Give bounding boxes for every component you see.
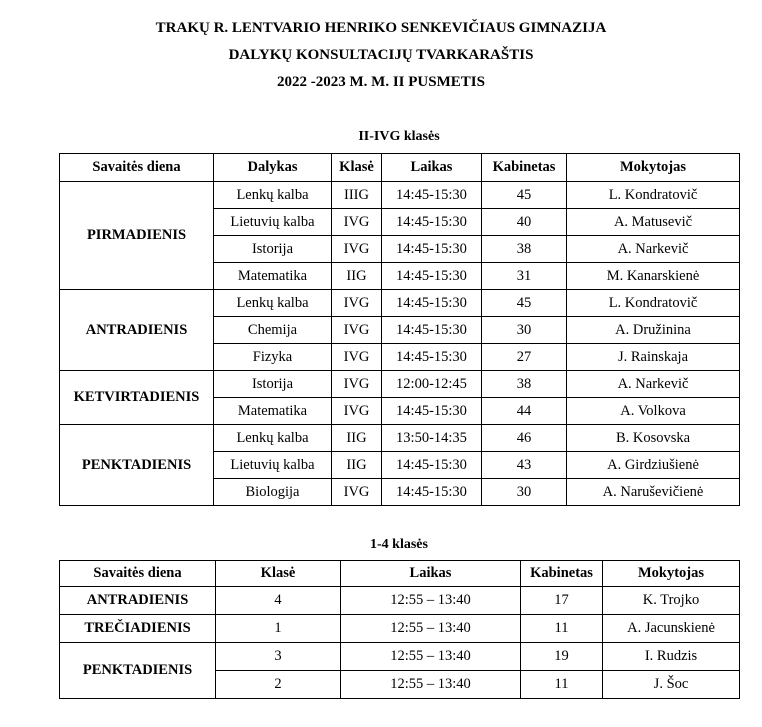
class-cell: IVG xyxy=(332,209,382,236)
time-cell: 14:45-15:30 xyxy=(382,317,482,344)
teacher-cell: A. Matusevič xyxy=(567,209,740,236)
class-cell: 1 xyxy=(216,615,341,643)
teacher-cell: A. Narkevič xyxy=(567,236,740,263)
schedule-table-primary xyxy=(59,560,740,699)
teacher-cell: L. Kondratovič xyxy=(567,182,740,209)
class-cell: 4 xyxy=(216,587,341,615)
room-cell: 45 xyxy=(482,290,567,317)
subject-cell: Istorija xyxy=(214,371,332,398)
subject-cell: Fizyka xyxy=(214,344,332,371)
room-cell: 27 xyxy=(482,344,567,371)
class-cell: IVG xyxy=(332,317,382,344)
class-cell: IIIG xyxy=(332,182,382,209)
table-row xyxy=(60,182,740,209)
room-cell: 30 xyxy=(482,317,567,344)
column-header: Kabinetas xyxy=(521,561,603,587)
table2-title: 1-4 klasės xyxy=(370,537,428,552)
class-cell: IIG xyxy=(332,452,382,479)
class-cell: IVG xyxy=(332,344,382,371)
column-header: Klasė xyxy=(332,154,382,182)
room-cell: 19 xyxy=(521,643,603,671)
time-cell: 14:45-15:30 xyxy=(382,344,482,371)
room-cell: 43 xyxy=(482,452,567,479)
subject-cell: Lietuvių kalba xyxy=(214,209,332,236)
weekday-cell: ANTRADIENIS xyxy=(60,587,216,615)
teacher-cell: A. Girdziušienė xyxy=(567,452,740,479)
teacher-cell: J. Rainskaja xyxy=(567,344,740,371)
teacher-cell: A. Naruševičienė xyxy=(567,479,740,506)
weekday-cell: PENKTADIENIS xyxy=(60,425,214,506)
subject-cell: Lenkų kalba xyxy=(214,182,332,209)
column-header: Savaitės diena xyxy=(60,561,216,587)
teacher-cell: A. Družinina xyxy=(567,317,740,344)
subject-cell: Matematika xyxy=(214,398,332,425)
document-title: DALYKŲ KONSULTACIJŲ TVARKARAŠTIS xyxy=(228,47,534,63)
time-cell: 14:45-15:30 xyxy=(382,263,482,290)
school-year: 2022 -2023 M. M. II PUSMETIS xyxy=(277,74,485,90)
room-cell: 40 xyxy=(482,209,567,236)
time-cell: 12:55 – 13:40 xyxy=(341,615,521,643)
time-cell: 12:55 – 13:40 xyxy=(341,671,521,699)
teacher-cell: M. Kanarskienė xyxy=(567,263,740,290)
teacher-cell: K. Trojko xyxy=(603,587,740,615)
room-cell: 30 xyxy=(482,479,567,506)
class-cell: IVG xyxy=(332,371,382,398)
time-cell: 14:45-15:30 xyxy=(382,452,482,479)
column-header: Klasė xyxy=(216,561,341,587)
room-cell: 11 xyxy=(521,671,603,699)
class-cell: 2 xyxy=(216,671,341,699)
class-cell: IIG xyxy=(332,263,382,290)
teacher-cell: J. Šoc xyxy=(603,671,740,699)
schedule-table-senior xyxy=(59,153,740,506)
class-cell: IVG xyxy=(332,398,382,425)
room-cell: 38 xyxy=(482,236,567,263)
time-cell: 12:55 – 13:40 xyxy=(341,587,521,615)
table-row xyxy=(60,371,740,398)
weekday-cell: ANTRADIENIS xyxy=(60,290,214,371)
teacher-cell: I. Rudzis xyxy=(603,643,740,671)
weekday-cell: PENKTADIENIS xyxy=(60,643,216,699)
subject-cell: Lietuvių kalba xyxy=(214,452,332,479)
class-cell: IVG xyxy=(332,236,382,263)
class-cell: IVG xyxy=(332,479,382,506)
table-header-row xyxy=(60,561,740,587)
table-row xyxy=(60,425,740,452)
subject-cell: Chemija xyxy=(214,317,332,344)
table-row xyxy=(60,587,740,615)
teacher-cell: A. Volkova xyxy=(567,398,740,425)
time-cell: 14:45-15:30 xyxy=(382,236,482,263)
time-cell: 13:50-14:35 xyxy=(382,425,482,452)
time-cell: 14:45-15:30 xyxy=(382,209,482,236)
table-row xyxy=(60,290,740,317)
subject-cell: Biologija xyxy=(214,479,332,506)
class-cell: IIG xyxy=(332,425,382,452)
school-name: TRAKŲ R. LENTVARIO HENRIKO SENKEVIČIAUS GIMNAZIJA xyxy=(155,20,607,36)
room-cell: 45 xyxy=(482,182,567,209)
time-cell: 14:45-15:30 xyxy=(382,479,482,506)
time-cell: 14:45-15:30 xyxy=(382,290,482,317)
room-cell: 17 xyxy=(521,587,603,615)
class-cell: IVG xyxy=(332,290,382,317)
time-cell: 14:45-15:30 xyxy=(382,182,482,209)
room-cell: 46 xyxy=(482,425,567,452)
column-header: Laikas xyxy=(341,561,521,587)
room-cell: 44 xyxy=(482,398,567,425)
teacher-cell: L. Kondratovič xyxy=(567,290,740,317)
room-cell: 31 xyxy=(482,263,567,290)
column-header: Mokytojas xyxy=(603,561,740,587)
column-header: Mokytojas xyxy=(567,154,740,182)
subject-cell: Lenkų kalba xyxy=(214,425,332,452)
subject-cell: Matematika xyxy=(214,263,332,290)
table-row xyxy=(60,643,740,671)
teacher-cell: A. Jacunskienė xyxy=(603,615,740,643)
column-header: Kabinetas xyxy=(482,154,567,182)
column-header: Laikas xyxy=(382,154,482,182)
room-cell: 38 xyxy=(482,371,567,398)
time-cell: 14:45-15:30 xyxy=(382,398,482,425)
table-header-row xyxy=(60,154,740,182)
time-cell: 12:00-12:45 xyxy=(382,371,482,398)
subject-cell: Istorija xyxy=(214,236,332,263)
room-cell: 11 xyxy=(521,615,603,643)
teacher-cell: B. Kosovska xyxy=(567,425,740,452)
column-header: Dalykas xyxy=(214,154,332,182)
teacher-cell: A. Narkevič xyxy=(567,371,740,398)
class-cell: 3 xyxy=(216,643,341,671)
weekday-cell: KETVIRTADIENIS xyxy=(60,371,214,425)
column-header: Savaitės diena xyxy=(60,154,214,182)
weekday-cell: TREČIADIENIS xyxy=(60,615,216,643)
weekday-cell: PIRMADIENIS xyxy=(60,182,214,290)
table-row xyxy=(60,615,740,643)
table1-title: II-IVG klasės xyxy=(358,129,440,144)
subject-cell: Lenkų kalba xyxy=(214,290,332,317)
time-cell: 12:55 – 13:40 xyxy=(341,643,521,671)
